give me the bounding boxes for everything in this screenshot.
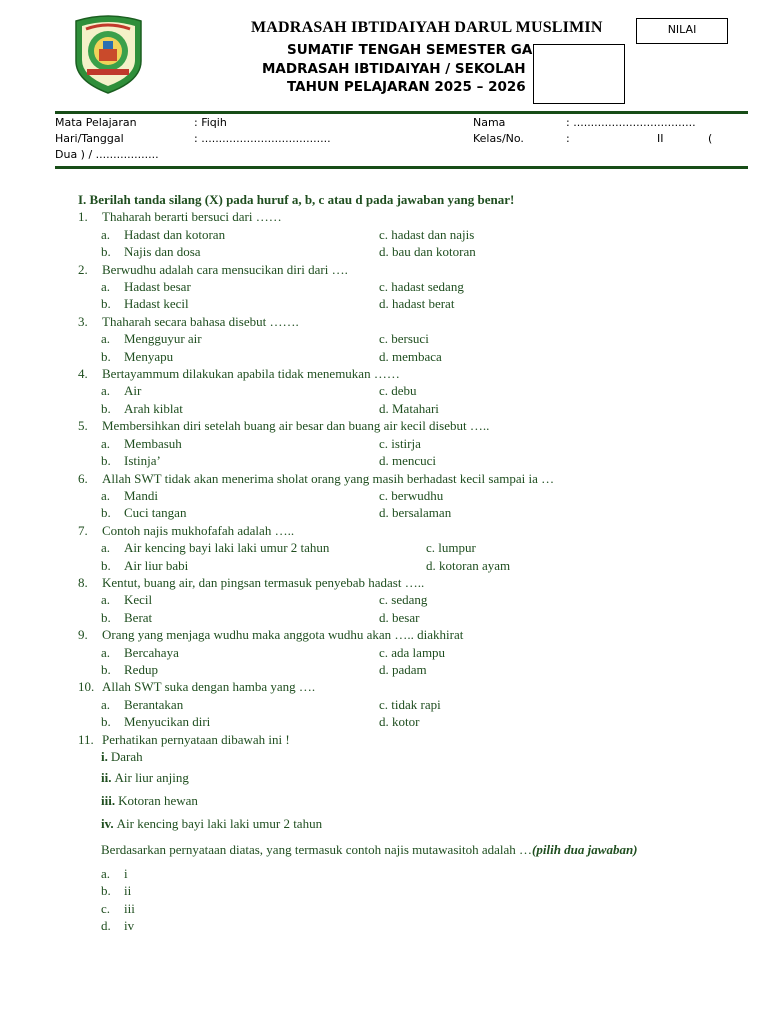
question-text: Orang yang menjaga wudhu maka anggota wudhu akan ….. diakhirat — [102, 627, 464, 643]
answer-option-b[interactable]: b. Hadast kecil — [101, 296, 189, 312]
question-text: Allah SWT tidak akan menerima sholat orang yang masih berhadast kecil sampai ia … — [102, 470, 555, 486]
answer-option-d[interactable]: d. kotor — [379, 714, 420, 730]
answer-options — [101, 382, 718, 417]
answer-option-d[interactable]: d. membaca — [379, 348, 442, 364]
kelas-label: Kelas/No. — [473, 132, 524, 145]
answer-option-d[interactable]: d. bau dan kotoran — [379, 244, 476, 260]
question-section — [78, 191, 718, 935]
question-text: Bertayammum dilakukan apabila tidak menemukan …… — [102, 366, 400, 382]
answer-options — [101, 539, 718, 574]
answer-option-d[interactable]: d. Matahari — [379, 400, 439, 416]
answer-option-b[interactable]: b. Arah kiblat — [101, 400, 183, 416]
question-number: 7. — [78, 522, 88, 538]
answer-option-c[interactable]: c. ada lampu — [379, 644, 446, 660]
instruction: I. Berilah tanda silang (X) pada huruf a, b, c atau d pada jawaban yang benar! — [78, 192, 515, 207]
answer-option-d[interactable]: d. hadast berat — [379, 296, 455, 312]
answer-option-b[interactable]: b. Cuci tangan — [101, 505, 187, 521]
score-box[interactable] — [533, 44, 625, 104]
answer-option-c[interactable]: c. bersuci — [379, 331, 429, 347]
answer-option-b[interactable]: b. Menyucikan diri — [101, 714, 211, 730]
kelas-paren: ( — [708, 132, 713, 145]
answer-options — [101, 278, 718, 313]
answer-option-a[interactable]: a. Hadast besar — [101, 279, 191, 295]
question-text: Allah SWT suka dengan hamba yang …. — [102, 679, 316, 695]
statement-item: iv. Air kencing bayi laki laki umur 2 tahun — [101, 816, 323, 831]
question-number: 3. — [78, 313, 88, 329]
answer-option-a[interactable]: a. Hadast dan kotoran — [101, 226, 226, 242]
statement-item: ii. Air liur anjing — [101, 770, 189, 785]
statement-item: i. Darah — [101, 749, 143, 764]
bottom-divider — [55, 166, 748, 169]
answer-option-c[interactable]: c. berwudhu — [379, 487, 444, 503]
question-list — [78, 208, 718, 730]
top-divider — [55, 111, 748, 114]
answer-options — [101, 696, 718, 731]
school-type: MADRASAH IBTIDAIYAH / SEKOLAH — [262, 61, 526, 77]
question-text: Contoh najis mukhofafah adalah ….. — [102, 522, 295, 538]
answer-option-c[interactable]: c. istirja — [379, 435, 421, 451]
question-text: Berwudhu adalah cara mensucikan diri dari …. — [102, 261, 348, 277]
school-logo — [72, 13, 145, 95]
answer-options — [101, 226, 718, 261]
exam-title: SUMATIF TENGAH SEMESTER GA — [287, 42, 533, 58]
answer-option-a[interactable]: a. Membasuh — [101, 435, 182, 451]
question-item — [78, 626, 718, 678]
hari-field[interactable]: : ..................................... — [194, 132, 331, 145]
answer-option-a[interactable]: a. Air kencing bayi laki laki umur 2 tahun — [101, 540, 330, 556]
question-item — [78, 574, 718, 626]
school-name: MADRASAH IBTIDAIYAH DARUL MUSLIMIN — [251, 19, 603, 36]
question-prompt: Berdasarkan pernyataan diatas, yang termasuk contoh najis mutawasitoh adalah …(pilih dua jawaban) — [101, 842, 638, 857]
answer-option-a[interactable]: a. Air — [101, 383, 142, 399]
answer-option-d[interactable]: d. bersalaman — [379, 505, 452, 521]
answer-option-a[interactable]: a. Kecil — [101, 592, 153, 608]
question-11 — [78, 731, 718, 935]
question-text: Thaharah berarti bersuci dari …… — [102, 209, 282, 225]
answer-option-a[interactable]: a. Mengguyur air — [101, 331, 202, 347]
answer-option-c[interactable]: c. tidak rapi — [379, 696, 441, 712]
question-item — [78, 522, 718, 574]
question-item — [78, 470, 718, 522]
answer-option-c[interactable]: c. hadast sedang — [379, 279, 464, 295]
hari-label: Hari/Tanggal — [55, 132, 124, 145]
answer-option-c[interactable]: c. hadast dan najis — [379, 226, 475, 242]
answer-option-b[interactable]: b. Najis dan dosa — [101, 244, 201, 260]
answer-option-d[interactable]: d. mencuci — [379, 453, 437, 469]
answer-options — [101, 435, 718, 470]
nama-label: Nama — [473, 116, 506, 129]
question-item — [78, 313, 718, 365]
answer-option-a[interactable]: a. Berantakan — [101, 696, 184, 712]
mapel-value: : Fiqih — [194, 116, 227, 129]
answer-option-b[interactable]: b. Menyapu — [101, 348, 174, 364]
answer-option-c[interactable]: c. sedang — [379, 592, 428, 608]
answer-option-a[interactable]: a. Mandi — [101, 487, 158, 503]
question-number: 5. — [78, 418, 88, 434]
question-number: 4. — [78, 366, 88, 382]
answer-option-a[interactable]: a. Bercahaya — [101, 644, 179, 660]
question-number: 6. — [78, 470, 88, 486]
answer-option-b[interactable]: b. Istinja’ — [101, 453, 161, 469]
question-number: 11. — [78, 731, 94, 747]
nama-field[interactable]: : ................................... — [566, 116, 696, 129]
question-number: 1. — [78, 209, 88, 225]
answer-option-c[interactable]: c. lumpur — [426, 540, 476, 556]
question-text: Kentut, buang air, dan pingsan termasuk penyebab hadast ….. — [102, 574, 425, 590]
nilai-label: NILAI — [636, 18, 728, 44]
mapel-label: Mata Pelajaran — [55, 116, 137, 129]
statement-item: iii. Kotoran hewan — [101, 793, 198, 808]
answer-option-d[interactable]: d. padam — [379, 661, 427, 677]
answer-option-b[interactable]: b. Redup — [101, 661, 158, 677]
academic-year: TAHUN PELAJARAN 2025 – 2026 — [287, 79, 526, 95]
answer-options — [101, 591, 718, 626]
answer-option-b[interactable]: b. Air liur babi — [101, 557, 189, 573]
answer-option[interactable]: c. iii — [101, 900, 135, 916]
question-item — [78, 678, 718, 730]
answer-option[interactable]: a. i — [101, 866, 128, 881]
answer-options — [101, 644, 718, 679]
answer-option-c[interactable]: c. debu — [379, 383, 417, 399]
question-item — [78, 417, 718, 469]
question-text: Perhatikan pernyataan dibawah ini ! — [102, 731, 290, 747]
answer-option[interactable]: d. iv — [101, 918, 135, 934]
question-number: 2. — [78, 261, 88, 277]
question-text: Membersihkan diri setelah buang air besar dan buang air kecil disebut ….. — [102, 418, 490, 434]
answer-option-d[interactable]: d. kotoran ayam — [426, 557, 511, 573]
answer-option-d[interactable]: d. besar — [379, 609, 420, 625]
question-text: Thaharah secara bahasa disebut ……. — [102, 313, 299, 329]
question-number: 10. — [78, 679, 95, 695]
question-item — [78, 261, 718, 313]
answer-options — [101, 330, 718, 365]
answer-option-b[interactable]: b. Berat — [101, 609, 153, 625]
question-item — [78, 208, 718, 260]
answer-options — [101, 487, 718, 522]
question-number: 9. — [78, 627, 88, 643]
answer-options — [101, 865, 718, 935]
dua-text: Dua ) / .................. — [55, 148, 159, 161]
kelas-colon: : — [566, 132, 570, 145]
kelas-roman: II — [657, 132, 664, 145]
answer-option[interactable]: b. ii — [101, 883, 132, 899]
question-number: 8. — [78, 574, 88, 590]
question-item — [78, 365, 718, 417]
